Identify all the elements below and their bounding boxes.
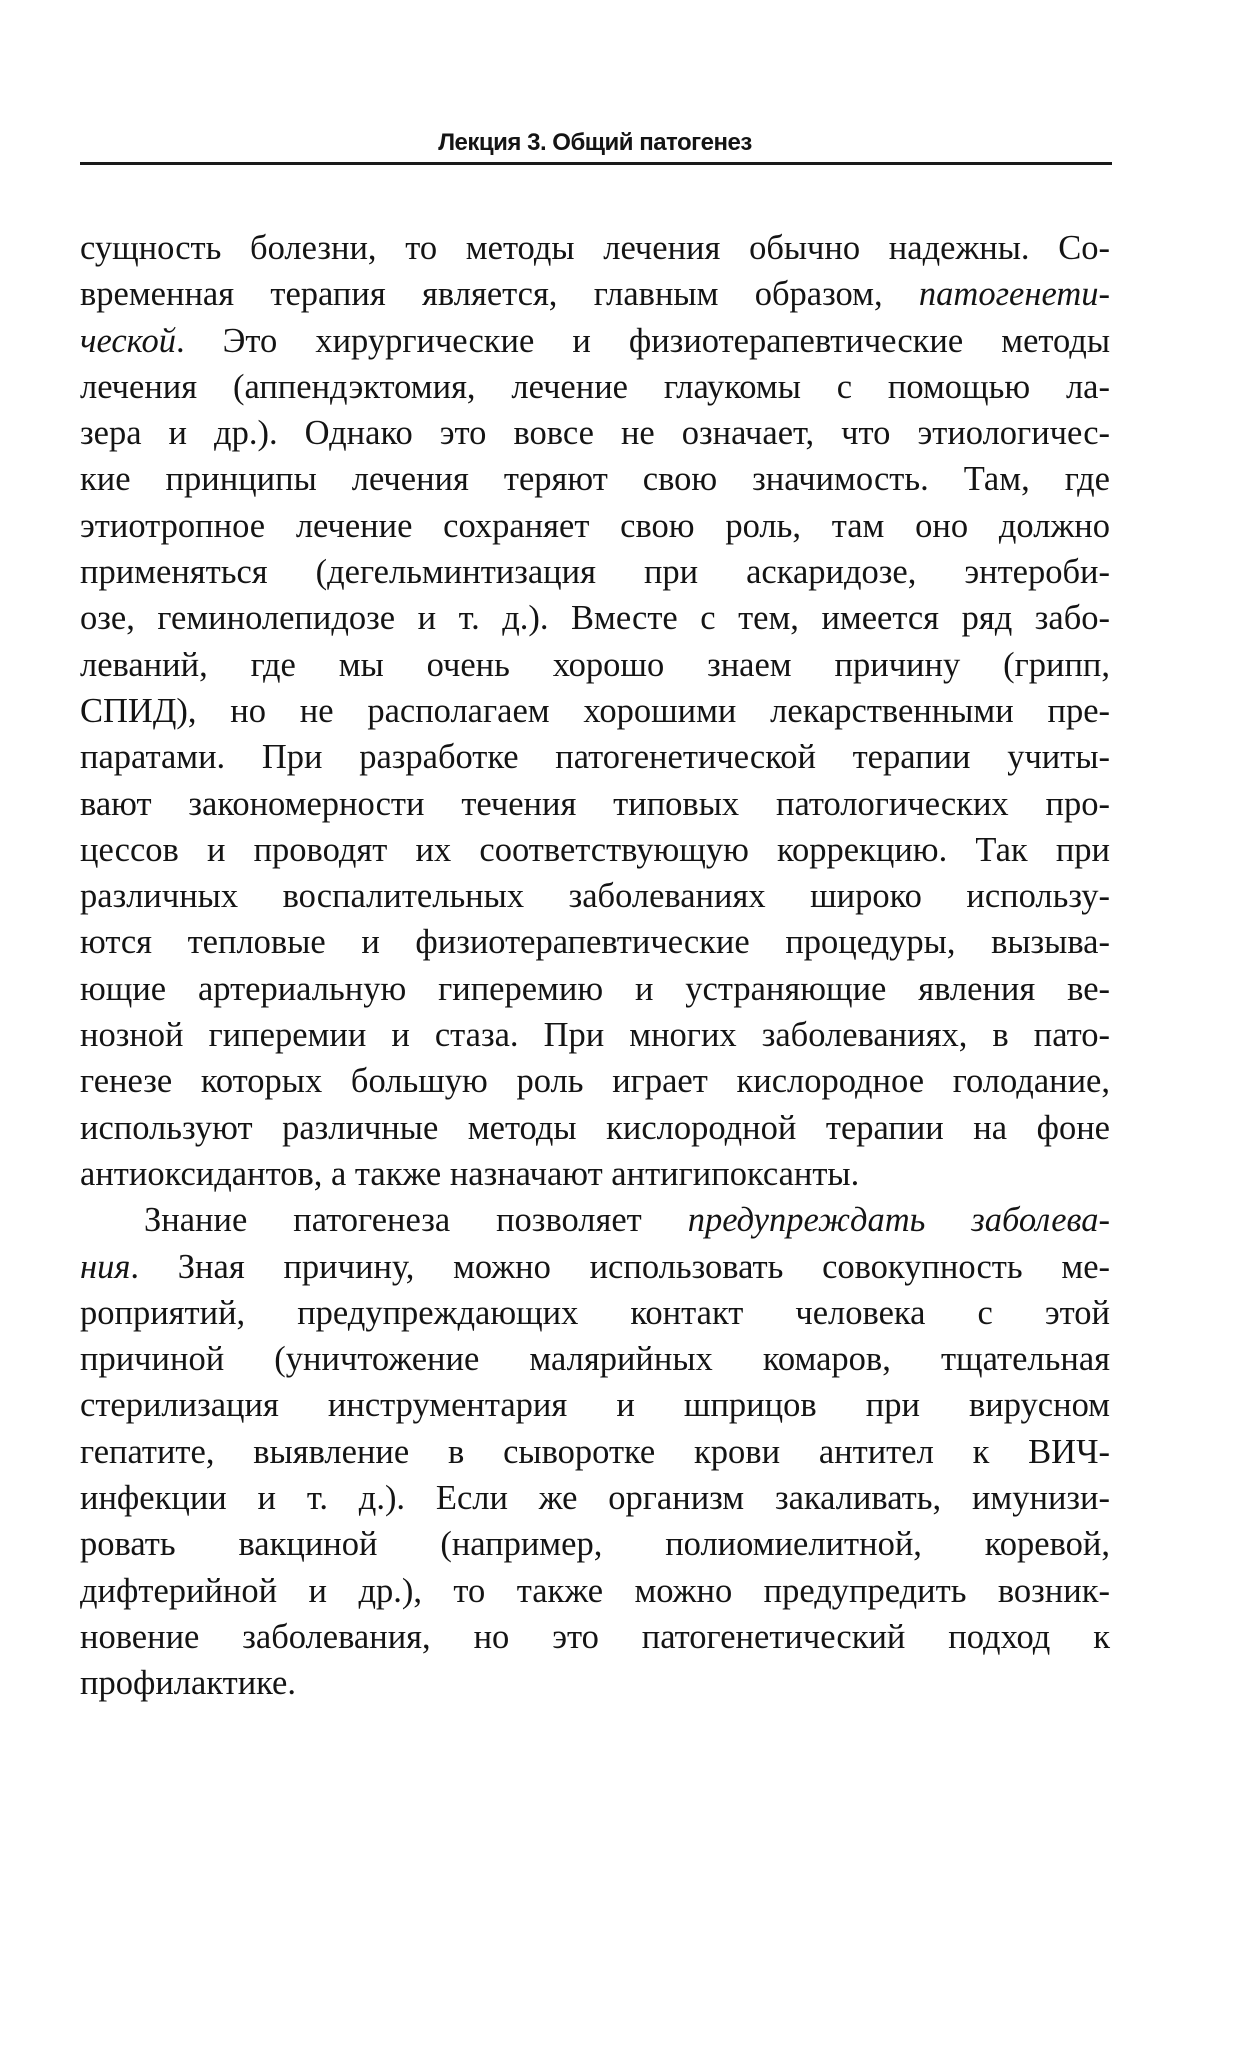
text-line: различных воспалительных заболеваниях широко использу- — [80, 877, 1110, 916]
text-line: инфекции и т. д.). Если же организм закаливать, имунизи- — [80, 1479, 1110, 1518]
emphasis: предупреждать заболева- — [687, 1201, 1110, 1240]
emphasis: ния — [80, 1247, 131, 1286]
text-line: этиотропное лечение сохраняет свою роль, там оно должно — [80, 506, 1110, 545]
text-line: ровать вакциной (например, полиомиелитной, коревой, — [80, 1525, 1110, 1564]
text-line: дифтерийной и др.), то также можно предупредить возник- — [80, 1571, 1110, 1610]
text-line: Знание патогенеза позволяет предупреждать заболева- — [144, 1201, 1110, 1240]
text-line: вают закономерности течения типовых патологических про- — [80, 784, 1110, 823]
text-line: лечения (аппендэктомия, лечение глаукомы с помощью ла- — [80, 367, 1110, 406]
text-line: используют различные методы кислородной терапии на фоне — [80, 1108, 1110, 1147]
text-line: кие принципы лечения теряют свою значимость. Там, где — [80, 460, 1110, 499]
emphasis: ческой — [80, 321, 176, 360]
text-line: причиной (уничтожение малярийных комаров, тщательная — [80, 1340, 1110, 1379]
text-line: новение заболевания, но это патогенетический подход к — [80, 1617, 1110, 1656]
text-line: антиоксидантов, а также назначают антигипоксанты. — [80, 1154, 860, 1193]
text-line: ются тепловые и физиотерапевтические процедуры, вызыва- — [80, 923, 1110, 962]
paragraph-1 — [80, 225, 1110, 1197]
text-line: сущность болезни, то методы лечения обычно надежны. Со- — [80, 229, 1110, 267]
text-line: леваний, где мы очень хорошо знаем причину (грипп, — [80, 645, 1110, 684]
text-line: паратами. При разработке патогенетической терапии учиты- — [80, 738, 1110, 777]
running-head: Лекция 3. Общий патогенез — [438, 129, 752, 156]
text-line: цессов и проводят их соответствующую коррекцию. Так при — [80, 830, 1110, 869]
text-line: роприятий, предупреждающих контакт человека с этой — [80, 1293, 1110, 1332]
text-line: ческой. Это хирургические и физиотерапевтические методы — [80, 321, 1110, 360]
text-line: ния. Зная причину, можно использовать совокупность ме- — [80, 1247, 1110, 1286]
text-line: профилактике. — [80, 1664, 296, 1703]
text-line: СПИД), но не располагаем хорошими лекарственными пре- — [80, 691, 1110, 730]
header-rule — [80, 162, 1112, 165]
body-text — [80, 225, 1110, 1707]
emphasis: патогенети- — [918, 275, 1110, 314]
text-line: нозной гиперемии и стаза. При многих заболеваниях, в пато- — [80, 1016, 1110, 1055]
text-line: генезе которых большую роль играет кислородное голодание, — [80, 1062, 1110, 1101]
text-line: озе, геминолепидозе и т. д.). Вместе с тем, имеется ряд забо- — [80, 599, 1110, 638]
text-line: зера и др.). Однако это вовсе не означает, что этиологичес- — [80, 414, 1110, 453]
text-line: применяться (дегельминтизация при аскаридозе, энтероби- — [80, 553, 1110, 592]
text-line: ющие артериальную гиперемию и устраняющие явления ве- — [80, 969, 1110, 1008]
text-line: стерилизация инструментария и шприцов при вирусном — [80, 1386, 1110, 1425]
paragraph-2 — [80, 1197, 1110, 1706]
text-line: гепатите, выявление в сыворотке крови антител к ВИЧ- — [80, 1432, 1110, 1471]
text-line: временная терапия является, главным образом, патогенети- — [80, 275, 1110, 314]
